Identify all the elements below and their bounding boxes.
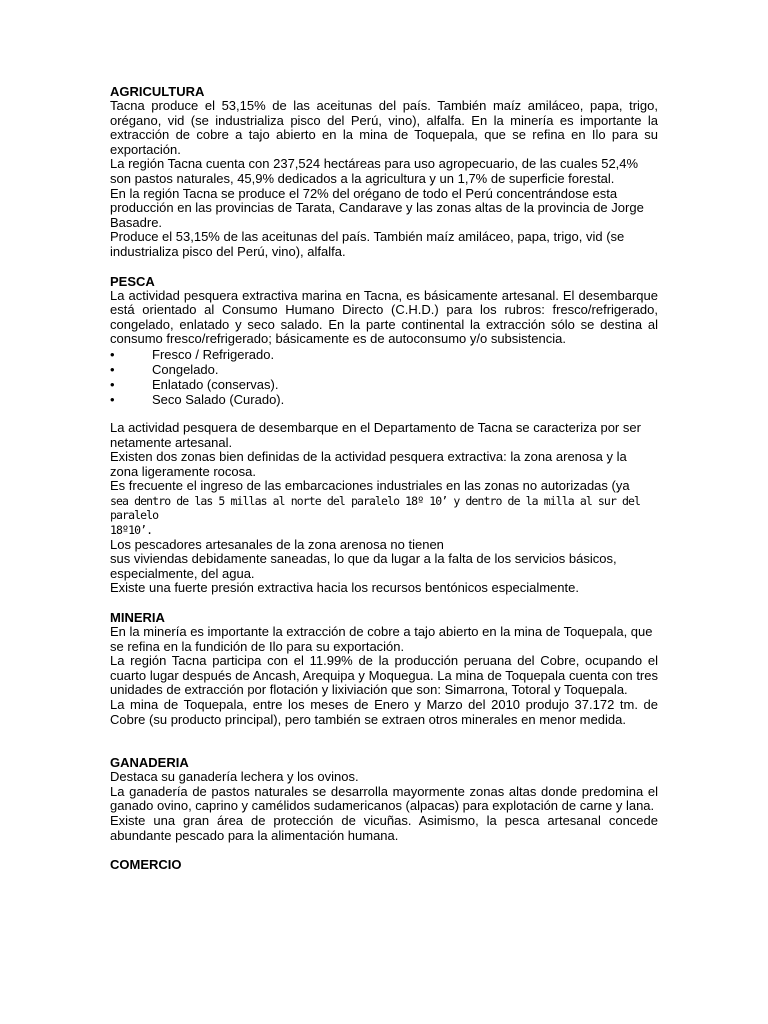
text-line: sea dentro de las 5 millas al norte del paralelo 18º 10’ y dentro de la milla al sur del paralelo <box>110 493 641 523</box>
section-spacer <box>110 727 658 755</box>
list-item <box>110 347 658 362</box>
heading-mineria: MINERIA <box>110 610 165 626</box>
pesca-bullet-list <box>110 347 658 407</box>
section-spacer <box>110 260 658 274</box>
section-mineria <box>110 610 658 727</box>
text-line: Es frecuente el ingreso de las embarcaciones industriales en las zonas no autorizadas (ya <box>110 478 630 494</box>
list-item-text: Seco Salado (Curado). <box>152 391 285 407</box>
list-item <box>110 392 658 407</box>
pesca-paragraph: La actividad pesquera de desembarque en el Departamento de Tacna se caracteriza por ser netamente artesanal. <box>110 419 641 450</box>
agricultura-paragraph: Tacna produce el 53,15% de las aceitunas del país. También maíz amiláceo, papa, trigo, orégano, vid (se industrializa pisco del Perú, vino), alfalfa. En la minería es importante la extracción de cobre a tajo abierto en la mina de Toquepala, que se refina en Ilo para su exportación. <box>110 98 658 157</box>
text-line: sus viviendas debidamente saneadas, lo que da lugar a la falta de los servicios básicos, especialmente, del agua. <box>110 551 617 581</box>
heading-pesca: PESCA <box>110 273 155 289</box>
ganaderia-paragraph: La ganadería de pastos naturales se desarrolla mayormente zonas altas donde predomina el ganado ovino, caprino y camélidos sudamericanos (alpacas) para explotación de carne y lana. <box>110 783 658 814</box>
bullet-mark: • <box>110 361 115 377</box>
list-item-text: Enlatado (conservas). <box>152 376 279 392</box>
section-comercio <box>110 857 658 872</box>
agricultura-paragraph: Produce el 53,15% de las aceitunas del país. También maíz amiláceo, papa, trigo, vid (se industrializa pisco del Perú, vino), alfalfa. <box>110 229 625 259</box>
bullet-mark: • <box>110 346 115 362</box>
list-item <box>110 377 658 392</box>
pesca-paragraph-viviendas <box>110 538 658 582</box>
list-item-text: Fresco / Refrigerado. <box>152 346 275 362</box>
heading-comercio: COMERCIO <box>110 857 182 873</box>
heading-ganaderia: GANADERIA <box>110 755 189 771</box>
pesca-paragraph-millas <box>110 479 658 537</box>
heading-agricultura: AGRICULTURA <box>110 84 205 99</box>
mineria-paragraph: La mina de Toquepala, entre los meses de Enero y Marzo del 2010 produjo 37.172 tm. de Cobre (su producto principal), pero también se extraen otros minerales en menor medida. <box>110 697 658 727</box>
pesca-intro: La actividad pesquera extractiva marina en Tacna, es básicamente artesanal. El desembarque está orientado al Consumo Humano Directo (C.H.D.) para los rubros: fresco/refrigerado, congelado, enlatado y seco salado. En la parte continental la extracción sólo se destina al consumo fresco/refrigerado; básicamente es de autoconsumo y/o subsistencia. <box>110 287 658 347</box>
ganaderia-paragraph: Destaca su ganadería lechera y los ovinos. <box>110 769 359 785</box>
bullet-mark: • <box>110 376 115 392</box>
paragraph-spacer <box>110 407 658 421</box>
section-agricultura <box>110 84 658 260</box>
text-line: 18º10’. <box>110 523 153 538</box>
section-spacer <box>110 596 658 610</box>
agricultura-paragraph: La región Tacna cuenta con 237,524 hectáreas para uso agropecuario, de las cuales 52,4% son pastos naturales, 45,9% dedicados a la agricultura y un 1,7% de superficie forestal. <box>110 156 639 186</box>
bullet-mark: • <box>110 391 115 407</box>
text-line: Los pescadores artesanales de la zona arenosa no tienen <box>110 536 444 552</box>
mineria-paragraph: La región Tacna participa con el 11.99% de la producción peruana del Cobre, ocupando el cuarto lugar después de Ancash, Arequipa y Moquegua. La mina de Toquepala cuenta con tres unidades de extracción por flotación y lixiviación que son: Simarrona, Totoral y Toquepala. <box>110 653 658 698</box>
section-ganaderia <box>110 755 658 843</box>
pesca-paragraph: Existe una fuerte presión extractiva hacia los recursos bentónicos especialmente. <box>110 580 579 596</box>
agricultura-paragraph: En la región Tacna se produce el 72% del orégano de todo el Perú concentrándose esta producción en las provincias de Tarata, Candarave y las zonas altas de la provincia de Jorge Basadre. <box>110 185 644 230</box>
ganaderia-paragraph: Existe una gran área de protección de vicuñas. Asimismo, la pesca artesanal concede abundante pescado para la alimentación humana. <box>110 812 658 843</box>
pesca-paragraph: Existen dos zonas bien definidas de la actividad pesquera extractiva: la zona arenosa y la zona ligeramente rocosa. <box>110 449 627 479</box>
section-spacer <box>110 843 658 857</box>
section-pesca <box>110 274 658 597</box>
mineria-paragraph: En la minería es importante la extracción de cobre a tajo abierto en la mina de Toquepala, que se refina en la fundición de Ilo para su exportación. <box>110 624 653 654</box>
list-item-text: Congelado. <box>152 361 219 377</box>
list-item <box>110 362 658 377</box>
